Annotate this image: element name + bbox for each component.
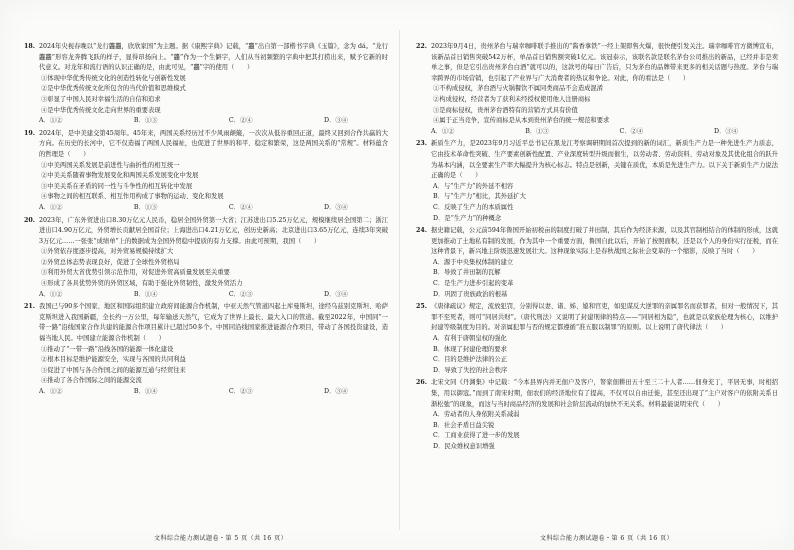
option-2: ②外贸总体态势表现良好，促进了全球性外贸格局 (41, 258, 180, 266)
question-22 (416, 42, 778, 137)
option-1: ①外贸依存度逐步提高，对外贸易规模持续扩大 (41, 248, 174, 256)
choice-a: A．①② (431, 127, 455, 135)
option-b: B．导致了井田制的瓦解 (433, 269, 501, 277)
answer-choices (39, 290, 388, 301)
question-19 (24, 129, 388, 214)
question-number: 18. (24, 43, 35, 50)
option-4: ④事物之间的相互联系、相互作用构成了事物的运动、变化和发展 (41, 193, 224, 201)
option-2: ②中美关系随着事物发展变化和两国关系发展变化中发展 (41, 172, 199, 180)
option-2: ②构成侵权，经营者为了获利未经授权使用他人注册商标 (433, 95, 591, 103)
left-page (24, 42, 388, 400)
question-stem: 北宋文同《丹渊集》中记载：“今本县界内并无佃户及客户，帑家佃耕田五十至三二十人者……佃身充丁，平居无事，时相招集，用以御寇。”而到了南宋时期，佃农们的经济地位有了提高，不仅可以自由迁徙，甚至还出现了“主户对客户的依附关系日渐松弛”的现象，而这与当时商品经济的发展和社会阶层流动的加快不无关系。材料最能说明宋代（ ） (431, 379, 778, 408)
answer-choices (39, 203, 388, 214)
choice-b: B．①③ (525, 127, 549, 135)
question-25 (416, 302, 778, 376)
option-3: ③彰显了中国人民对幸福生活的自信和追求 (41, 95, 161, 103)
question-stem: 据史籍记载，公元前594年鲁国开始初税亩的制度打破了井田制，其后作为经济来源，以及其官制相结合的体制的形成，这就更加推动了土地私有制的发展，作为其中一个重要方面，鲁国自此以后，开始了按照面积，还是以个人的身份实行征税，而在这种背景下，新兴地主阶级迅速发展壮大。这种现象实际上是春秋战国之际社会变革的一个缩影，反映了当时（ ） (431, 227, 778, 256)
choice-a: A．①② (39, 117, 63, 125)
option-3: ③利用外贸大省优势引领示范作用，对促进外贸高质量发展至关重要 (41, 269, 230, 277)
page-footer-left: 文科综合能力测试题卷・第 5 页（共 16 页） (154, 535, 288, 542)
option-4: ④推动了各合作国际之间的能源交流 (41, 377, 142, 385)
question-number: 21. (24, 303, 35, 311)
option-1: ①中美两国关系发展是前进性与曲折性的相互统一 (41, 161, 180, 169)
question-number: 22. (416, 43, 427, 50)
option-a: A．劳动者的人身依附关系减弱 (433, 411, 520, 419)
page-gutter (399, 30, 400, 530)
question-stem: 2023年，广东外贸进出口8.30万亿元人民币，稳居全国外贸第一大省；江苏进出口5.25万亿元，规模继续居全国第二；浙江进出口4.90万亿元，外贸增长贡献居全国首位；上海进出口4.21万亿元，创历史新高；北京进出口3.65万亿元，连续3年突破3万亿元……一张张“成绩单”上的数据成为全国外贸稳中提质的有力支撑。由此可预期，我国（ ） (39, 216, 388, 245)
choice-d: D．③④ (324, 203, 348, 211)
option-b: B．体现了封建伦理的要求 (433, 345, 507, 353)
choice-b: B．①④ (133, 388, 158, 395)
question-number: 25. (416, 303, 427, 311)
question-stem: 2024年央视春晚以“龙行龘龘，欣欣家国”为主题。据《康熙字典》记载，“龘”出自第一部楷书字典《玉篇》，念为 dá。“龙行龘龘”形容龙奔腾飞跃的样子，显得昂扬向上。“龘”作为一个生僻字，人们从当初频繁的字典中把其打捞出来，赋予它新的时代意义。对龙年和流行语的认识正确的是，由此可见，“龘”字的使用（ ） (39, 43, 388, 72)
option-c: C．是生产力进步引起的变革 (433, 280, 514, 288)
option-3: ③促进了中国与各合作国之间的能源互通与经贸往来 (41, 366, 186, 374)
option-d: D．是“生产力”的种概念 (433, 214, 502, 222)
answer-choices (39, 387, 388, 398)
option-1: ①体现中华优秀传统文化的创造性转化与创新性发展 (41, 74, 186, 82)
question-20 (24, 216, 388, 301)
choice-b: B．①④ (133, 290, 158, 298)
answer-choices (39, 116, 388, 127)
right-page (416, 42, 778, 455)
choice-c: C．②④ (228, 203, 253, 211)
choice-d: D．③④ (324, 117, 348, 125)
option-2: ②根本目标是维护能源安全，实现与各国的共同利益 (41, 356, 186, 364)
choice-d: D．③④ (714, 127, 738, 135)
choice-c: C．②④ (619, 127, 644, 135)
option-d: D．巩固了贵族政治的根基 (433, 290, 508, 298)
choice-d: D．③④ (324, 388, 348, 395)
question-stem: 2023年9月4日，贵州茅台与瑞幸咖啡联手推出的“酱香拿铁”一经上架即售火爆，很快便引发关注。瑞幸咖啡官方微博宣布，该新品首日销售突破542万杯，单品首日销售额突破1亿元。该冠泰示，该联名款是联名茅台公司推出的新品，已经并非是卖单之事，但是它引出贵州茅台白酒”就可以的，这款号的每日广告后，只为茅台的品牌带来更多的相关话题与热度。茅台与瑞幸跨界的市场营销，也引起了产业界与广大消费者的热议和争论。对此，你的看法是（ ） (431, 43, 778, 82)
question-23 (416, 139, 778, 224)
question-24 (416, 226, 778, 300)
choice-a: A．①② (39, 203, 63, 211)
option-c: C．工商业获得了进一步的发展 (433, 432, 520, 440)
choice-c: C．②③ (228, 290, 253, 298)
question-18 (24, 42, 388, 127)
option-d: D．民众维权意识增强 (433, 442, 495, 450)
page-footer-right: 文科综合能力测试题卷・第 6 页（共 16 页） (540, 535, 674, 542)
option-a: A．有利于唐朝皇权的强化 (433, 335, 507, 343)
question-stem: 2024年，是中美建交第45周年。45年来，两国关系经历过不少风雨颠簸，一次次从低谷重回正道，最终又回到合作共赢的大方向。在历史的长河中，它不仅造福了两国人民福祉，也促进了世界的和平、稳定和繁荣，这是两国关系的“常规”。材料蕴含的哲理是（ ） (39, 129, 388, 158)
choice-c: C．②③ (228, 388, 253, 395)
choice-d: D．③④ (324, 290, 348, 298)
option-3: ③中美关系在矛盾的同一性与斗争性的相互转化中发展 (41, 182, 193, 190)
question-stem: 《唐律疏议》规定，流放犯罚，分别得以妻、诸、姊、媳和官吏，如犯谋反大逆罪的亲属罪名而获罪者，但对一般情况下，其罪不至死者，则可“同居共财”。（唐代刑法）又说明了封建刑律的特点——“同居相为隐”，也就是以家族伦理为核心，以维护封建等级制度为目的。对亲属犯罪与否的规定都遵循“准五服以制罪”的原则。以上说明了唐代律法（ ） (431, 303, 778, 332)
option-b: B．与“生产力”相比，其外延扩大 (433, 193, 526, 201)
option-4: ④属于正当竞争，宣传商标是从本到贵州茅台的统一规范和要求 (433, 117, 610, 125)
option-a: A．与“生产力”的外延不相容 (433, 182, 514, 190)
question-21 (24, 302, 388, 397)
choice-b: B．①③ (133, 203, 158, 211)
question-26 (416, 378, 778, 452)
choice-c: C．②④ (228, 117, 253, 125)
option-2: ②是中华优秀传统文化所包含的当代价值和思维模式 (41, 85, 186, 93)
question-stem: 新质生产力，是2023年9月习近平总书记在黑龙江考察调研期间首次提到的新的词汇，新质生产力是一种先进生产力质态，它由技术革命性突破、生产要素创新性配置、产业深度转型升级而催生，以劳动者、劳动资料、劳动对象及其优化组合的跃升为基本内涵，以全要素生产率大幅提升为核心标志。特点是创新，关键在质优，本质是先进生产力。以下关于新质生产力说法正确的是（ ） (431, 140, 778, 180)
option-1: ①不构成侵权，茅台酒与火锅餐饮不属同类商品不会造成混淆 (433, 85, 604, 93)
option-b: B．社会矛盾日益尖锐 (433, 421, 495, 429)
option-3: ③是商标侵权，贵州茅台酒特有的营销方式具有价值 (433, 106, 578, 114)
option-4: ④是中华优秀传统文化走向世界的重要表现 (41, 106, 161, 114)
choice-a: A．①② (39, 290, 63, 298)
option-d: D．导致了失控的社会秩序 (433, 366, 508, 374)
option-c: C．目的是维护法律的公正 (433, 356, 508, 364)
choice-b: B．①③ (133, 117, 158, 125)
answer-choices (431, 127, 778, 138)
question-number: 20. (24, 216, 35, 224)
choice-a: A．①② (39, 388, 63, 395)
question-number: 23. (416, 140, 427, 148)
question-number: 19. (24, 129, 35, 137)
option-1: ①推动了“一带一路”沿线各国的能源一体化建设 (41, 345, 174, 353)
question-stem: 我国已与90多个国家、地区和国际组织建立政府间能源合作机制，中亚天然气管道四起土库曼斯坦，途经乌兹别克斯坦、哈萨克斯坦进入我国新疆，全长约一万公里，每年输送天然气，它成为了世界上最长、最大入口的管道。截至2022年，中国同“一带一路”沿线国家合作共建的能源合作项目累计已超过50多个。中国同沿线国家推进能源合作项目，带动了各国投资建设，造福当地人民。中国建立能源合作机制（ ） (39, 303, 388, 343)
option-c: C．反映了生产力的本质属性 (433, 203, 514, 211)
option-a: A．源于中央集权体制的建立 (433, 258, 514, 266)
question-number: 26. (416, 379, 427, 387)
question-number: 24. (416, 227, 427, 235)
option-4: ④形成了各具优势外贸的外贸区域，有助于强化外贸韧性，激发外贸活力 (41, 280, 243, 288)
